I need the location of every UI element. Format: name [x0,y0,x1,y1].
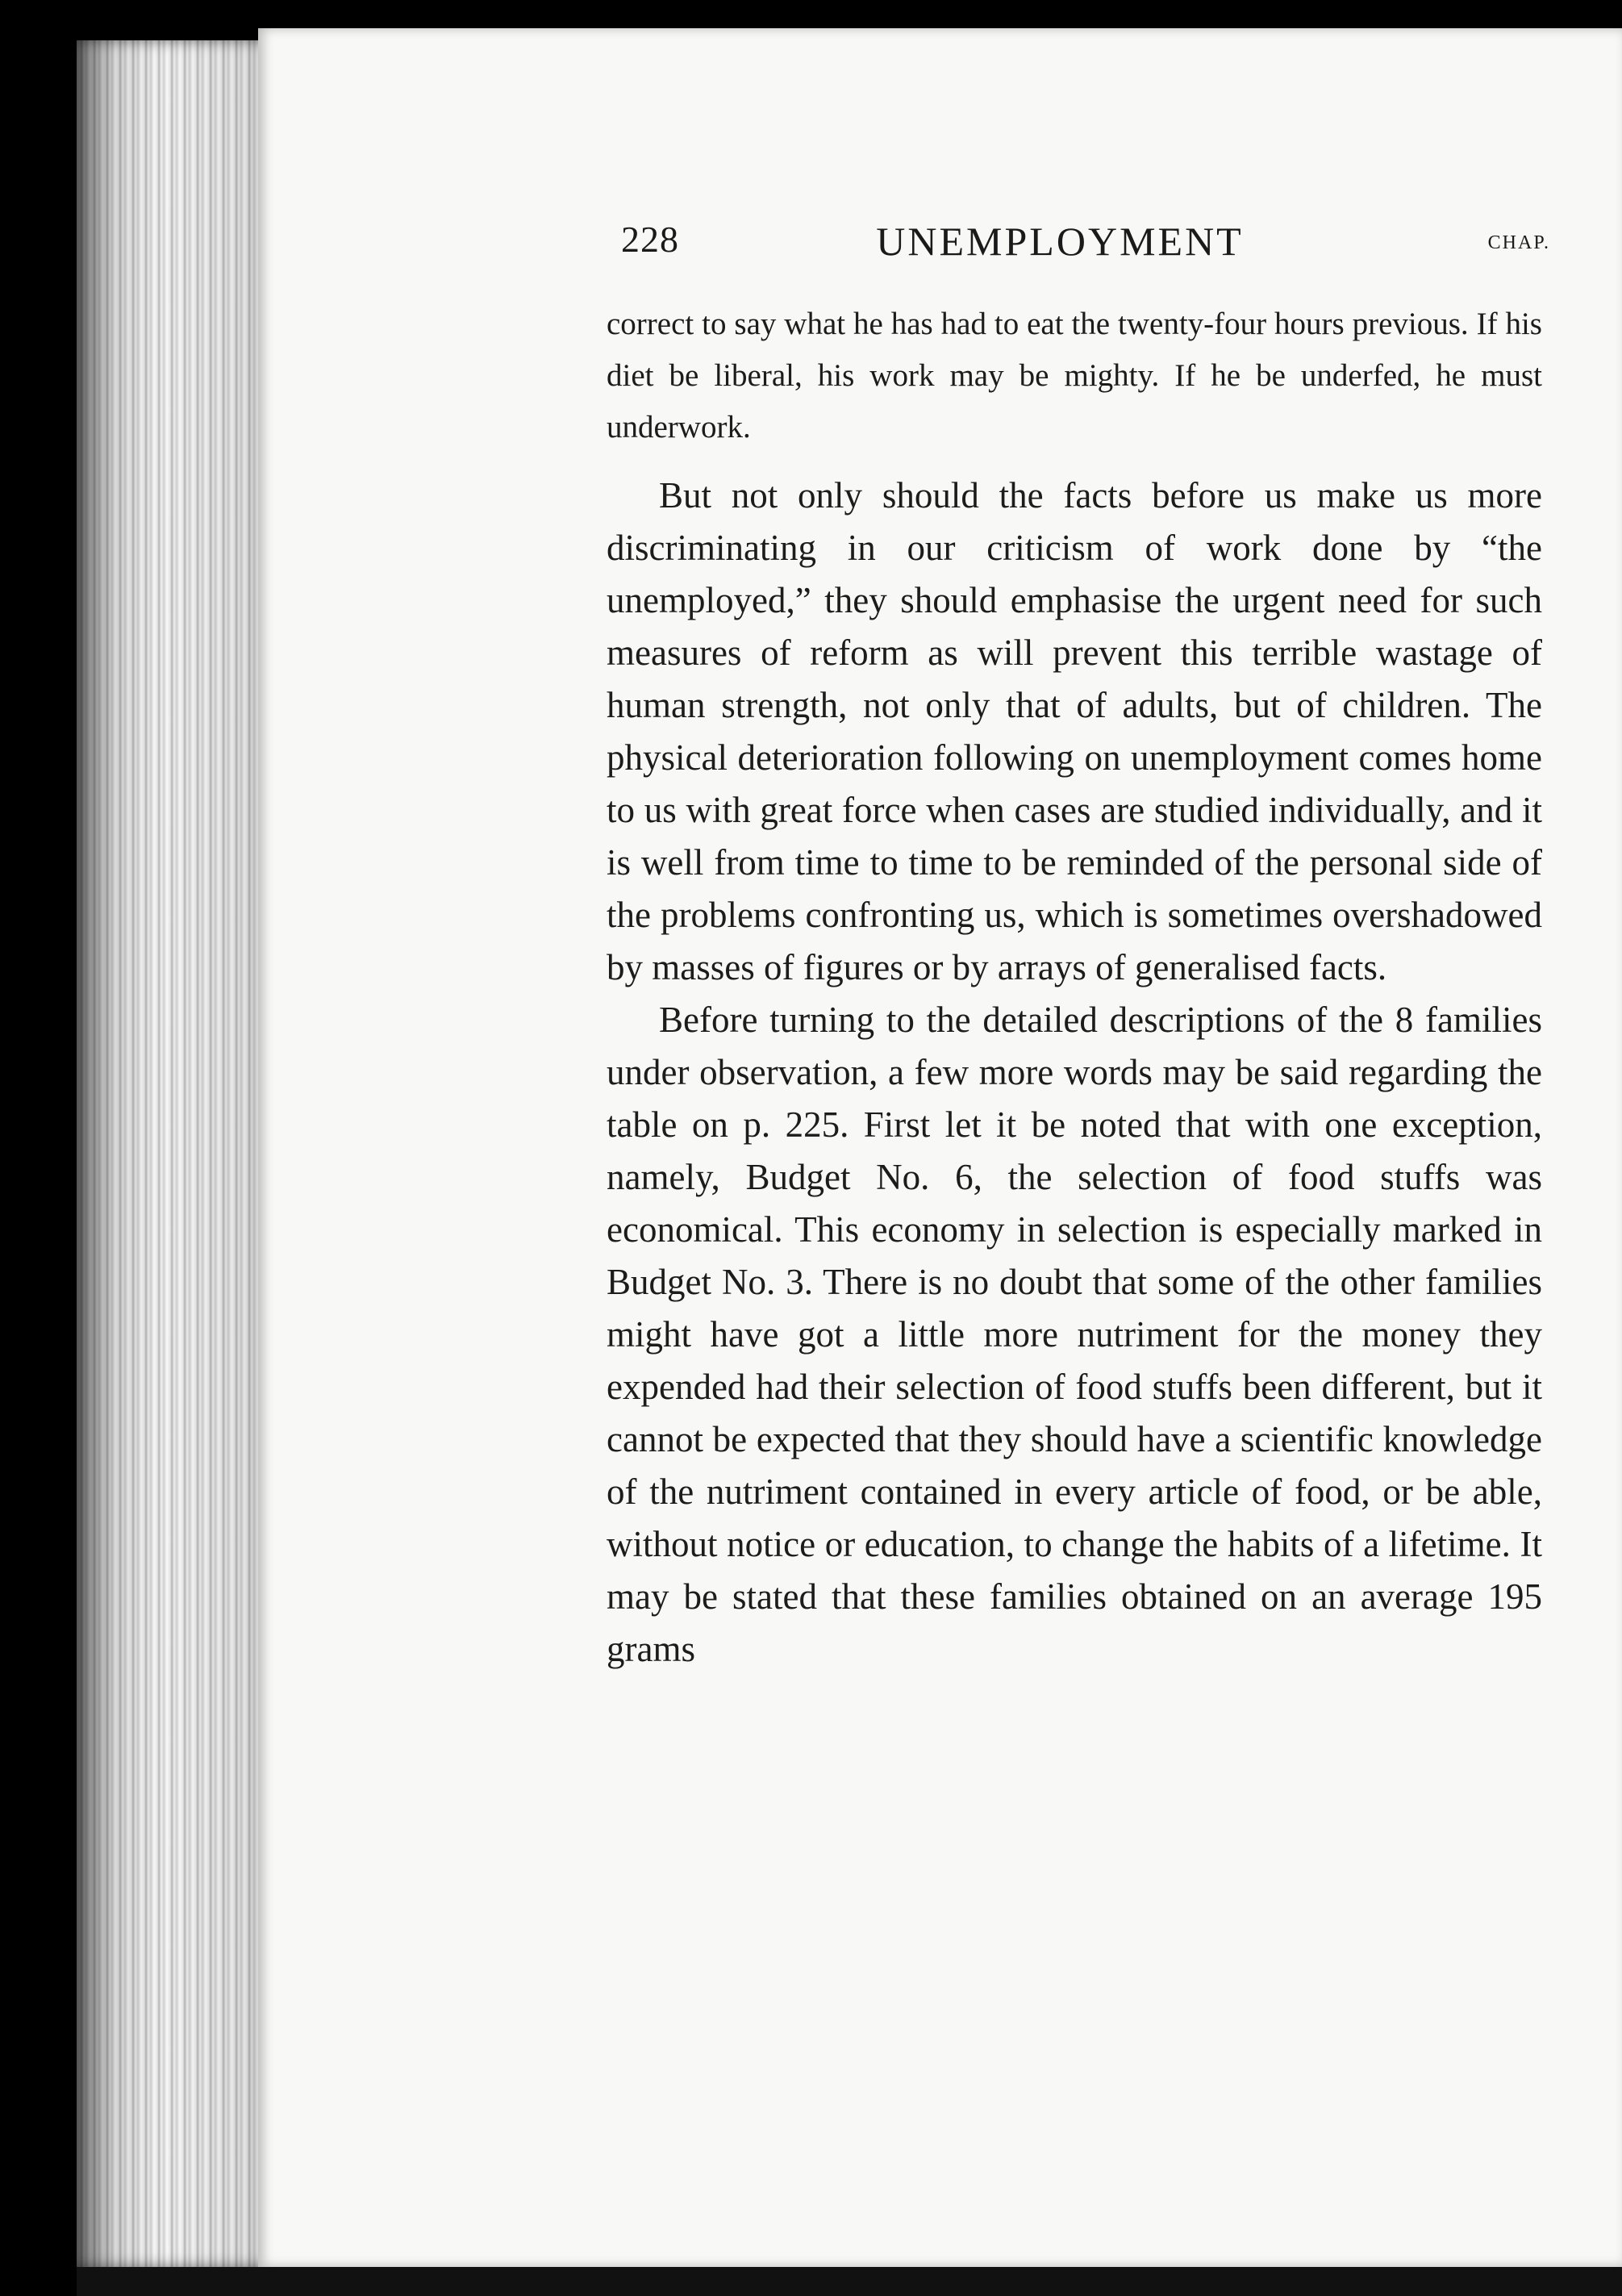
page-header [615,218,1550,274]
chapter-marker: CHAP. [1487,232,1550,253]
paragraph-2: Before turning to the detailed descriptions of the 8 families under observation, a few more words may be said regarding the table on p. 225. First let it be noted that with one exception, namely, Budget No. 6, the selection of food stuffs was economical. This economy in selection is especially marked in Budget No. 3. There is no doubt that some of the other families might have got a little more nutriment for the money they expended had their selection of food stuffs been different, but it cannot be expected that they should have a scientific knowledge of the nutriment contained in every article of food, or be able, without notice or education, to change the habits of a lifetime. It may be stated that these families obtained on an average 195 grams [607,1000,1542,1669]
page-body [607,298,1542,1676]
bottom-shadow [77,2267,1622,2296]
running-head: UNEMPLOYMENT [876,219,1244,264]
continuation-text: correct to say what he has had to eat the twenty-four hours previous. If his diet be liberal, his work may be mighty. If he be underfed, he must underwork. [607,307,1542,445]
page-number: 228 [621,219,679,260]
paragraph-1: But not only should the facts before us make us more discriminating in our criticism of work done by “the unemployed,” they should emphasise the urgent need for such measures of reform as will prevent this terrible wastage of human strength, not only that of adults, but of children. The physical deterioration following on unemployment comes home to us with great force when cases are studied individually, and it is well from time to time to be reminded of the personal side of the problems confronting us, which is sometimes overshadowed by masses of figures or by arrays of generalised facts. [607,475,1542,987]
edge-shadow [77,40,286,2267]
